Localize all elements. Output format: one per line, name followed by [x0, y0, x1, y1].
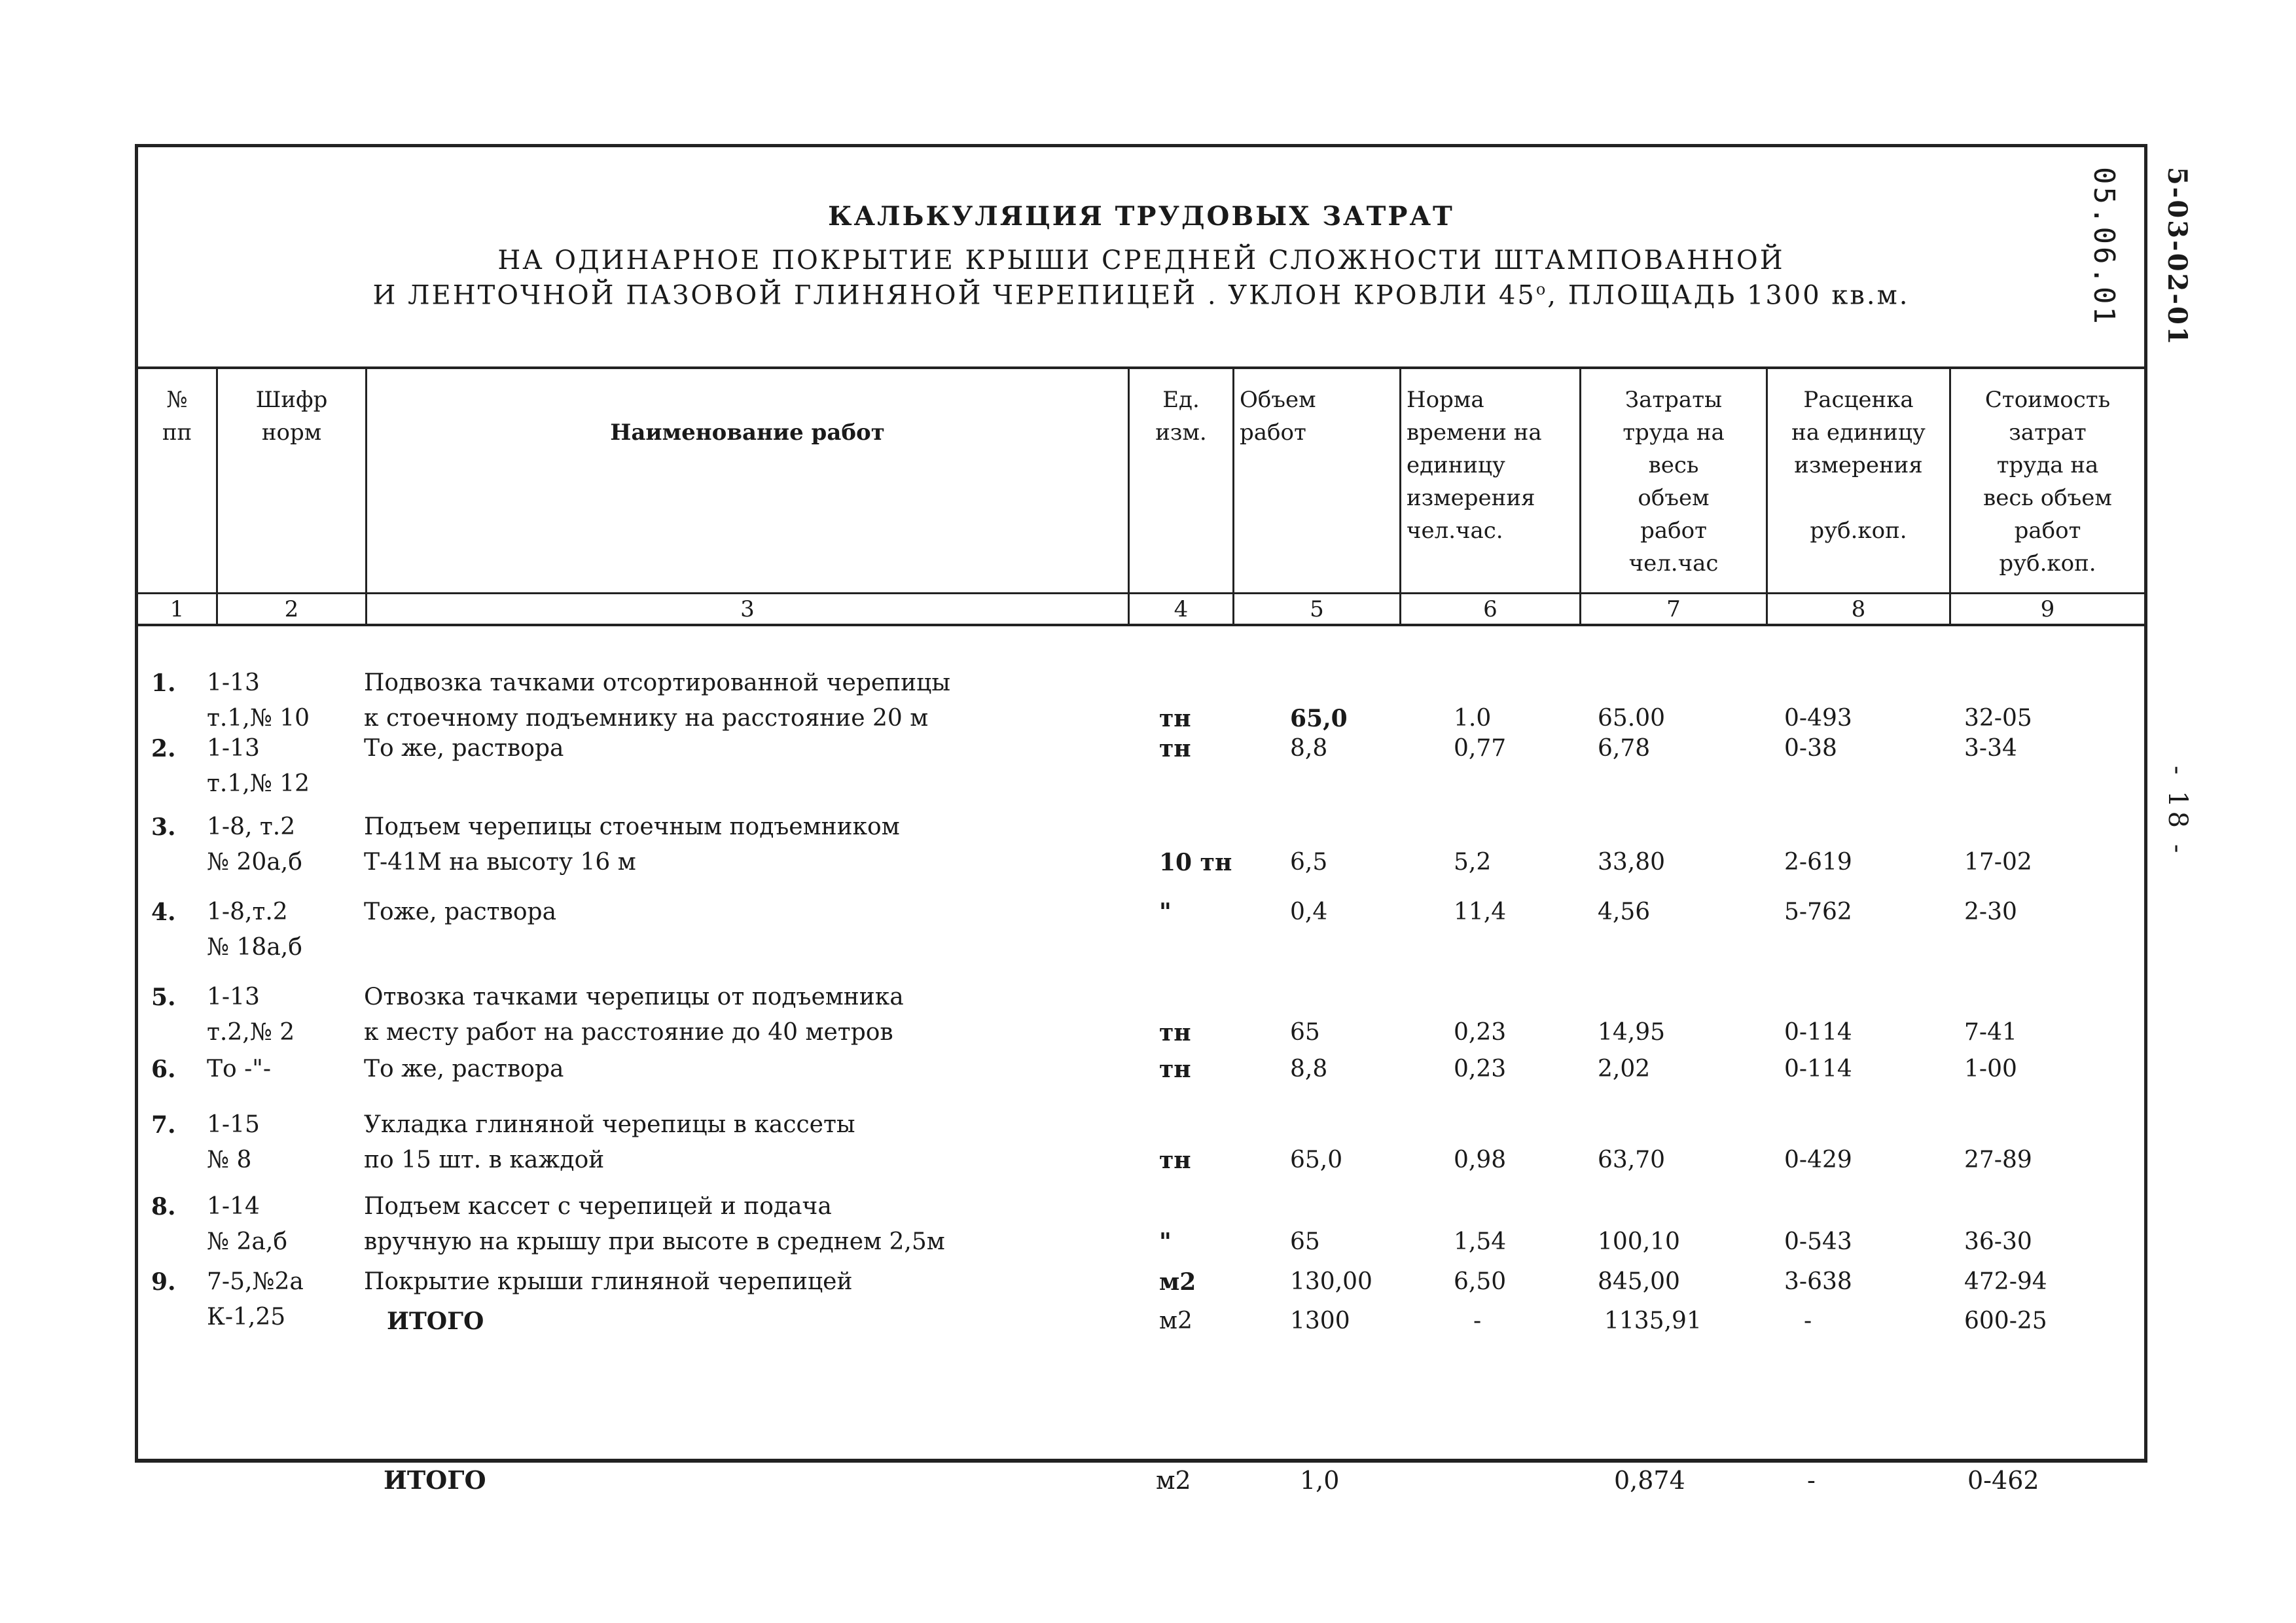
cell-code: [207, 1052, 271, 1087]
cell-labor: 63,70: [1598, 1147, 1666, 1173]
cell-num: 7.: [151, 1111, 176, 1139]
cell-code: [207, 1264, 304, 1335]
header-cost-line: труда на: [1996, 452, 2099, 478]
cell-rate: 2-619: [1784, 849, 1852, 876]
cell-code-line: 7-5,№2а: [207, 1268, 304, 1295]
cell-volume: 8,8: [1290, 1056, 1328, 1082]
cell-unit: ": [1159, 899, 1172, 926]
header-rate-line: [1773, 482, 1944, 514]
cell-name-line: То же, раствора: [364, 735, 564, 762]
header-volume: [1234, 369, 1401, 592]
cell-labor: 100,10: [1598, 1228, 1680, 1255]
cell-num: 3.: [151, 813, 176, 841]
cell-code: [207, 1107, 260, 1178]
cell-total-labor: 1135,91: [1604, 1308, 1702, 1334]
cell-code-line: 1-8,т.2: [207, 899, 288, 925]
cell-code-line: 1-13: [207, 669, 260, 696]
column-number: 8: [1768, 594, 1951, 624]
cell-code-line: 1-15: [207, 1111, 260, 1138]
cell-name: [364, 980, 904, 1050]
cell-name: [364, 1189, 945, 1260]
cell-cost: 7-41: [1964, 1019, 2017, 1046]
cell-norm: 0,23: [1454, 1019, 1507, 1046]
cell-cost: 32-05: [1964, 705, 2032, 732]
cell-code: [207, 895, 302, 965]
cell-volume: 65: [1290, 1019, 1320, 1046]
cell-rate: 0-38: [1784, 735, 1837, 762]
header-labor-line: весь: [1648, 452, 1699, 478]
column-number: 3: [367, 594, 1130, 624]
cell-code-line: 1-13: [207, 735, 260, 762]
cell-cost: 36-30: [1964, 1228, 2032, 1255]
cell-norm: 0,98: [1454, 1147, 1507, 1173]
header-labor-line: чел.час: [1628, 550, 1719, 577]
cell-labor: 65.00: [1598, 705, 1666, 732]
title-subtitle-2: [138, 280, 2144, 310]
header-norm-line: времени на: [1407, 419, 1542, 446]
header-cost-line: руб.коп.: [1999, 550, 2096, 577]
cell-volume: 65,0: [1290, 705, 1348, 732]
header-cost-line: весь объем: [1983, 485, 2112, 511]
cell-norm: 0,77: [1454, 735, 1507, 762]
column-number: 9: [2040, 596, 2055, 622]
column-number: 4: [1130, 594, 1234, 624]
cell-rate: 5-762: [1784, 899, 1852, 925]
header-cost: [1951, 369, 2144, 592]
header-norm-line: измерения: [1407, 485, 1535, 511]
cell-code-line: № 2а,б: [207, 1228, 287, 1255]
header-rate-line: на единицу: [1791, 419, 1926, 446]
cell-cost: 2-30: [1964, 899, 2017, 925]
cell-total-volume: 1300: [1290, 1308, 1350, 1334]
header-cost-line: Стоимость: [1984, 387, 2111, 413]
column-number: 1: [138, 594, 218, 624]
cell-total-norm: -: [1473, 1308, 1482, 1334]
header-name: [367, 369, 1130, 592]
header-rate-line: измерения: [1794, 452, 1923, 478]
cell-code: [207, 666, 310, 736]
cell-norm: 1.0: [1454, 705, 1492, 732]
cell-per-unit-cost: 0-462: [1967, 1466, 2039, 1495]
cell-norm: 5,2: [1454, 849, 1492, 876]
cell-code-line: 1-14: [207, 1193, 260, 1220]
cell-name: [364, 1107, 855, 1178]
cell-cost: 17-02: [1964, 849, 2032, 876]
cell-rate: 0-114: [1784, 1056, 1852, 1082]
cell-name-line: Тоже, раствора: [364, 899, 557, 925]
cell-volume: 6,5: [1290, 849, 1328, 876]
cell-name-line: Т-41М на высоту 16 м: [364, 849, 636, 876]
cell-norm: 6,50: [1454, 1268, 1507, 1295]
header-labor-line: работ: [1640, 518, 1707, 544]
cell-labor: 14,95: [1598, 1019, 1666, 1046]
cell-labor: 2,02: [1598, 1056, 1651, 1082]
cell-num: 5.: [151, 984, 176, 1011]
header-cost-line: работ: [2014, 518, 2081, 544]
cell-name-line: Отвозка тачками черепицы от подъемника: [364, 984, 904, 1010]
header-labor-line: труда на: [1623, 419, 1725, 446]
cell-cost: 472-94: [1964, 1268, 2047, 1295]
header-volume-line: работ: [1240, 419, 1306, 446]
header-name-line: Наименование работ: [610, 419, 885, 446]
cell-unit: 10 тн: [1159, 849, 1232, 876]
title-subtitle-1: НА ОДИНАРНОЕ ПОКРЫТИЕ КРЫШИ СРЕДНЕЙ СЛОЖНОСТИ ШТАМПОВАННОЙ: [497, 245, 1785, 276]
cell-unit: м2: [1159, 1268, 1196, 1296]
header-norm-line: единицу: [1407, 452, 1505, 478]
cell-volume: 8,8: [1290, 735, 1328, 762]
cell-name-line: Подвозка тачками отсортированной черепицы: [364, 669, 950, 696]
header-code-line: Шифр: [255, 387, 328, 413]
cell-total-label: ИТОГО: [387, 1308, 484, 1335]
cell-name-line: по 15 шт. в каждой: [364, 1147, 605, 1173]
cell-labor: 33,80: [1598, 849, 1666, 876]
cell-name-line: к месту работ на расстояние до 40 метров: [364, 1019, 893, 1046]
header-code: [218, 369, 367, 592]
header-norm: [1401, 369, 1581, 592]
cell-per-unit-rate: -: [1807, 1466, 1816, 1495]
cell-num: 4.: [151, 899, 176, 926]
header-norm-line: Норма: [1407, 387, 1484, 413]
title-block: [138, 147, 2144, 366]
cell-name-line: Покрытие крыши глиняной черепицей: [364, 1268, 853, 1295]
cell-code-line: № 20а,б: [207, 849, 302, 876]
cell-norm: 0,23: [1454, 1056, 1507, 1082]
cell-norm: 11,4: [1454, 899, 1507, 925]
cell-cost: 27-89: [1964, 1147, 2032, 1173]
cell-num: 6.: [151, 1056, 176, 1083]
cell-unit: тн: [1159, 1147, 1191, 1174]
page-number: - 18 -: [2162, 766, 2193, 857]
cell-code-line: т.1,№ 10: [207, 705, 310, 732]
cell-name: [364, 731, 564, 766]
header-rate-line: Расценка: [1803, 387, 1914, 413]
header-rate: [1768, 369, 1951, 592]
document-code-handwritten: 05.06.01: [2087, 167, 2121, 327]
cell-rate: 0-493: [1784, 705, 1852, 732]
cell-name: [364, 1052, 564, 1087]
header-unit: [1130, 369, 1234, 592]
cell-code-line: № 8: [207, 1147, 252, 1173]
header-code-line: норм: [261, 419, 322, 446]
header-labor-line: объем: [1638, 485, 1710, 511]
cell-code-line: К-1,25: [207, 1304, 286, 1330]
header-unit-line: изм.: [1155, 419, 1207, 446]
cell-name-line: Укладка глиняной черепицы в кассеты: [364, 1111, 855, 1138]
cell-volume: 65,0: [1290, 1147, 1343, 1173]
title-subtitle-2-a: И ЛЕНТОЧНОЙ ПАЗОВОЙ ГЛИНЯНОЙ ЧЕРЕПИЦЕЙ . УКЛОН КРОВЛИ 45: [372, 280, 1536, 311]
title-main: КАЛЬКУЛЯЦИЯ ТРУДОВЫХ ЗАТРАТ: [828, 201, 1454, 232]
cell-labor: 4,56: [1598, 899, 1651, 925]
header-norm-line: чел.час.: [1407, 518, 1503, 544]
cell-num: 9.: [151, 1268, 176, 1296]
cell-code-line: № 18а,б: [207, 934, 302, 961]
cell-rate: 0-429: [1784, 1147, 1852, 1173]
header-rate-line: руб.коп.: [1810, 518, 1907, 544]
header-num-line: №: [166, 387, 188, 413]
cell-labor: 845,00: [1598, 1268, 1680, 1295]
cell-labor: 6,78: [1598, 735, 1651, 762]
cell-code-line: т.1,№ 12: [207, 770, 310, 797]
header-cost-line: затрат: [2009, 419, 2087, 446]
cell-code-line: 1-8, т.2: [207, 813, 296, 840]
cell-volume: 0,4: [1290, 899, 1328, 925]
cell-unit: ": [1159, 1228, 1172, 1256]
header-volume-line: Объем: [1240, 387, 1316, 413]
cell-unit: тн: [1159, 705, 1191, 732]
column-number: 2: [218, 594, 367, 624]
header-num: [138, 369, 218, 592]
cell-norm: 1,54: [1454, 1228, 1507, 1255]
table-header: [138, 366, 2144, 592]
cell-total-cost: 600-25: [1964, 1308, 2047, 1334]
degree-mark: о: [1535, 280, 1548, 298]
cell-cost: 3-34: [1964, 735, 2017, 762]
cell-name-line: вручную на крышу при высоте в среднем 2,5м: [364, 1228, 945, 1255]
cell-code: [207, 810, 302, 880]
cell-per-unit-labor: 0,874: [1614, 1466, 1685, 1495]
cell-name-line: к стоечному подъемнику на расстояние 20 м: [364, 705, 929, 732]
cell-unit: тн: [1159, 735, 1191, 762]
cell-rate: 0-543: [1784, 1228, 1852, 1255]
cell-code: [207, 1189, 287, 1260]
cell-name-line: Подъем кассет с черепицей и подача: [364, 1193, 832, 1220]
cell-name-line: Подъем черепицы стоечным подъемником: [364, 813, 900, 840]
column-number: 6: [1401, 594, 1581, 624]
cell-name-line: То же, раствора: [364, 1056, 564, 1082]
cell-volume: 130,00: [1290, 1268, 1372, 1295]
calculation-sheet: [135, 144, 2147, 1463]
cell-rate: 0-114: [1784, 1019, 1852, 1046]
cell-rate: 3-638: [1784, 1268, 1852, 1295]
table-body: [138, 626, 2144, 1464]
cell-per-unit-label: ИТОГО: [384, 1465, 486, 1495]
cell-code-line: 1-13: [207, 984, 260, 1010]
cell-name: [364, 1264, 852, 1300]
cell-code-line: т.2,№ 2: [207, 1019, 295, 1046]
cell-unit: тн: [1159, 1019, 1191, 1046]
column-number: 5: [1234, 594, 1401, 624]
cell-unit: тн: [1159, 1056, 1191, 1083]
cell-volume: 65: [1290, 1228, 1320, 1255]
column-number: 7: [1581, 594, 1768, 624]
cell-num: 1.: [151, 669, 176, 697]
header-unit-line: Ед.: [1162, 387, 1200, 413]
cell-name: [364, 895, 556, 930]
document-code-secondary: 5-03-02-01: [2162, 167, 2193, 347]
header-labor-line: Затраты: [1624, 387, 1723, 413]
cell-num: 2.: [151, 735, 176, 762]
cell-code: [207, 731, 310, 802]
per-unit-total-row: [0, 1463, 2160, 1502]
cell-num: 8.: [151, 1193, 176, 1221]
cell-cost: 1-00: [1964, 1056, 2017, 1082]
cell-total-rate: -: [1804, 1308, 1812, 1334]
cell-name: [364, 666, 950, 736]
column-numbers-row: [138, 592, 2144, 626]
cell-name: [364, 810, 900, 880]
cell-code: [207, 980, 295, 1050]
cell-per-unit-unit: м2: [1156, 1466, 1191, 1495]
header-labor: [1581, 369, 1768, 592]
title-subtitle-2-b: , ПЛОЩАДЬ 1300 кв.м.: [1547, 280, 1910, 311]
cell-per-unit-volume: 1,0: [1300, 1466, 1340, 1495]
cell-total-unit: м2: [1159, 1308, 1193, 1334]
cell-code-line: То -"-: [207, 1056, 272, 1082]
header-num-line: пп: [162, 419, 192, 446]
